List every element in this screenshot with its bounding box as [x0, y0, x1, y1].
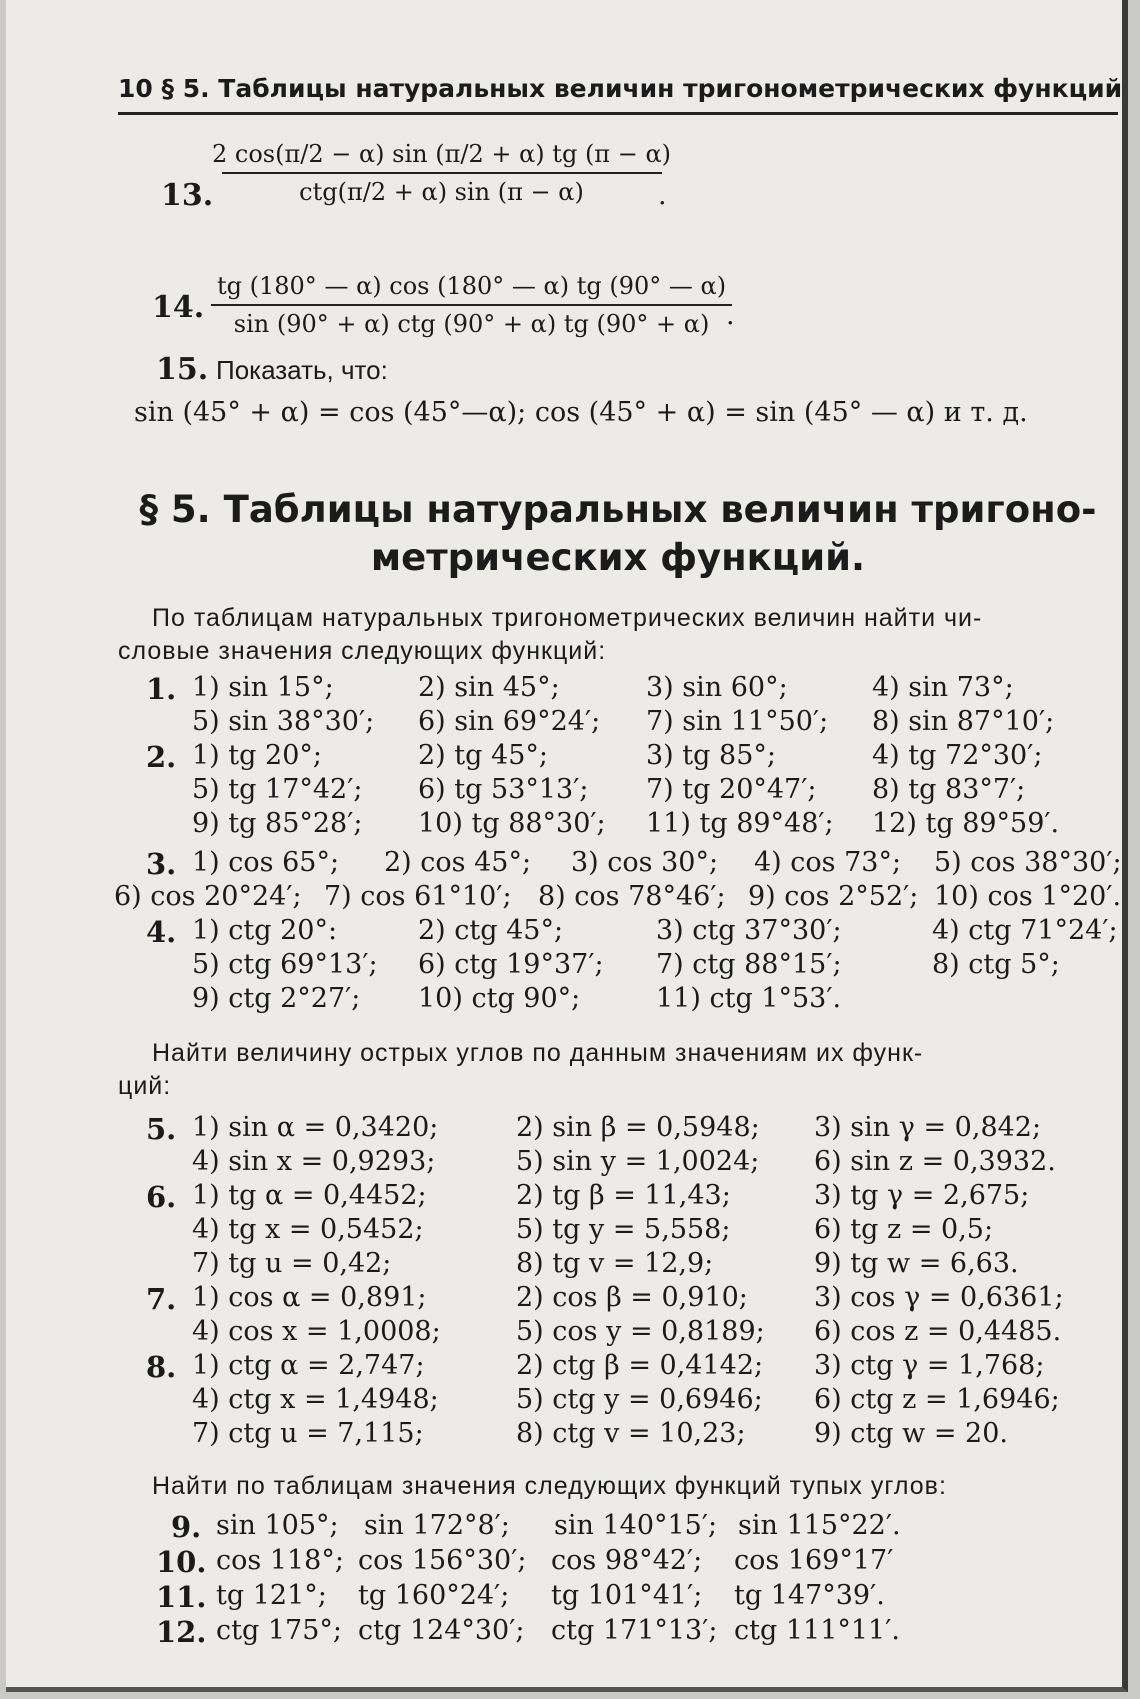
- rows5-row: [6, 1112, 1116, 1146]
- rows5-item: 2) cos β = 0,910;: [516, 1282, 748, 1313]
- rows1-item: 7) tg 20°47′;: [646, 774, 817, 805]
- rows1-row: [6, 672, 1116, 706]
- rows4-item: 7) ctg 88°15′;: [656, 949, 842, 980]
- problem-3-item: 5) cos 38°30′;: [934, 847, 1122, 878]
- rows4-row: [6, 915, 1116, 949]
- running-header: 10 § 5. Таблицы натуральных величин тригонометрических функций: [118, 74, 1123, 103]
- rows9-row: [6, 1615, 1116, 1649]
- rows5-item: 9) tg w = 6,63.: [814, 1248, 1019, 1279]
- rows5-item: 3) sin γ = 0,842;: [814, 1112, 1042, 1143]
- fraction-bar: [211, 304, 732, 306]
- rows5-item: 1) ctg α = 2,747;: [192, 1350, 425, 1381]
- problem-15-number: 15.: [156, 352, 209, 387]
- section-title-line2: метрических функций.: [370, 536, 866, 579]
- problem-15-identity: sin (45° + α) = cos (45°—α); cos (45° + α) = sin (45° — α) и т. д.: [134, 397, 1028, 428]
- rows9-problem-number: 11.: [156, 1580, 207, 1614]
- rows5-row: [6, 1384, 1116, 1418]
- problem-3-item: 6) cos 20°24′;: [114, 881, 302, 912]
- problem-13-denominator: ctg(π/2 + α) sin (π − α): [299, 178, 584, 206]
- rows5-row: [6, 1418, 1116, 1452]
- rows5-item: 6) cos z = 0,4485.: [814, 1316, 1062, 1347]
- rows1-row: [6, 740, 1116, 774]
- problem-13-number: 13.: [161, 178, 214, 213]
- rows1-item: 10) tg 88°30′;: [418, 808, 606, 839]
- rows5-item: 1) tg α = 0,4452;: [192, 1180, 427, 1211]
- rows1-item: 6) sin 69°24′;: [418, 706, 601, 737]
- rows1-item: 8) sin 87°10′;: [872, 706, 1055, 737]
- rows5-item: 4) sin x = 0,9293;: [192, 1146, 436, 1177]
- rows9-item: tg 147°39′.: [734, 1580, 885, 1611]
- problem-14-period: .: [726, 300, 735, 331]
- rows5-item: 8) ctg v = 10,23;: [516, 1418, 746, 1449]
- fraction-bar: [222, 172, 662, 174]
- rows1-item: 8) tg 83°7′;: [872, 774, 1026, 805]
- rows3-row: [6, 847, 1122, 881]
- problem-14-fraction: [211, 272, 732, 338]
- rows5-problem-number: 8.: [146, 1350, 177, 1384]
- rows5-item: 3) cos γ = 0,6361;: [814, 1282, 1064, 1313]
- rows9-item: ctg 111°11′.: [734, 1615, 900, 1646]
- rows1-problem-number: 2.: [146, 740, 177, 774]
- problem-14-number: 14.: [152, 290, 205, 325]
- problem-3-item: 10) cos 1°20′.: [934, 881, 1122, 912]
- rows5-item: 1) cos α = 0,891;: [192, 1282, 427, 1313]
- rows5-item: 4) ctg x = 1,4948;: [192, 1384, 439, 1415]
- rows4-item: 10) ctg 90°;: [418, 983, 581, 1014]
- rows4-item: 1) ctg 20°:: [192, 915, 338, 946]
- rows5-item: 9) ctg w = 20.: [814, 1418, 1008, 1449]
- rows5-item: 2) ctg β = 0,4142;: [516, 1350, 764, 1381]
- rows5-row: [6, 1350, 1116, 1384]
- rows9-item: tg 121°;: [216, 1580, 327, 1611]
- rows9-item: tg 101°41′;: [551, 1580, 703, 1611]
- rows5-item: 7) ctg u = 7,115;: [192, 1418, 424, 1449]
- rows5-item: 7) tg u = 0,42;: [192, 1248, 392, 1279]
- section-title-line1: § 5. Таблицы натуральных величин тригоно-: [139, 488, 1097, 531]
- rows4-problem-number: 4.: [146, 915, 177, 949]
- problem-13-period: .: [658, 180, 667, 211]
- problem-3-item: 1) cos 65°;: [192, 847, 340, 878]
- rows5-item: 6) ctg z = 1,6946;: [814, 1384, 1060, 1415]
- rows9-item: ctg 124°30′;: [358, 1615, 525, 1646]
- rows5-row: [6, 1282, 1116, 1316]
- rows4-item: 4) ctg 71°24′;: [932, 915, 1118, 946]
- rows4-item: 2) ctg 45°;: [418, 915, 564, 946]
- rows1-item: 2) sin 45°;: [418, 672, 560, 703]
- rows4-item: 8) ctg 5°;: [932, 949, 1060, 980]
- problem-3-item: 8) cos 78°46′;: [538, 881, 726, 912]
- rows5-item: 6) tg z = 0,5;: [814, 1214, 994, 1245]
- rows1-item: 1) tg 20°;: [192, 740, 322, 771]
- rows5-item: 5) cos y = 0,8189;: [516, 1316, 765, 1347]
- rows5-item: 6) sin z = 0,3932.: [814, 1146, 1056, 1177]
- rows9-row: [6, 1580, 1116, 1614]
- rows4-item: 6) ctg 19°37′;: [418, 949, 604, 980]
- header-rule: [118, 112, 1118, 115]
- rows9-item: ctg 171°13′;: [551, 1615, 718, 1646]
- rows5-item: 3) tg γ = 2,675;: [814, 1180, 1030, 1211]
- rows1-item: 4) tg 72°30′;: [872, 740, 1043, 771]
- rows5-row: [6, 1180, 1116, 1214]
- rows9-item: cos 156°30′;: [358, 1545, 527, 1576]
- rows5-problem-number: 5.: [146, 1112, 177, 1146]
- rows9-item: cos 118°;: [216, 1545, 344, 1576]
- rows4-item: 9) ctg 2°27′;: [192, 983, 361, 1014]
- intro-1-line1: По таблицам натуральных тригонометрических величин найти чи-: [152, 604, 983, 632]
- rows1-item: 7) sin 11°50′;: [646, 706, 829, 737]
- rows5-problem-number: 7.: [146, 1282, 177, 1316]
- rows9-problem-number: 9.: [171, 1510, 202, 1544]
- rows4-item: 3) ctg 37°30′;: [656, 915, 842, 946]
- rows9-item: tg 160°24′;: [358, 1580, 510, 1611]
- rows1-problem-number: 1.: [146, 672, 177, 706]
- rows1-item: 6) tg 53°13′;: [418, 774, 589, 805]
- rows5-item: 2) tg β = 11,43;: [516, 1180, 731, 1211]
- rows1-row: [6, 706, 1116, 740]
- intro-2-line1: Найти величину острых углов по данным значениям их функ-: [152, 1039, 924, 1067]
- rows1-row: [6, 774, 1116, 808]
- rows9-row: [6, 1545, 1116, 1579]
- rows9-item: cos 169°17′: [734, 1545, 894, 1576]
- intro-3: Найти по таблицам значения следующих функций тупых углов:: [152, 1472, 947, 1500]
- rows9-item: cos 98°42′;: [551, 1545, 703, 1576]
- rows1-item: 5) sin 38°30′;: [192, 706, 375, 737]
- rows4-row: [6, 949, 1116, 983]
- rows5-item: 4) tg x = 0,5452;: [192, 1214, 424, 1245]
- rows4-row: [6, 983, 1116, 1017]
- rows9-item: sin 115°22′.: [738, 1510, 901, 1541]
- intro-1-line2: словые значения следующих функций:: [118, 637, 607, 665]
- problem-3-number: 3.: [146, 847, 177, 881]
- problem-3-item: 4) cos 73°;: [754, 847, 902, 878]
- problem-3-item: 2) cos 45°;: [384, 847, 532, 878]
- rows9-item: ctg 175°;: [216, 1615, 342, 1646]
- rows1-item: 2) tg 45°;: [418, 740, 548, 771]
- rows5-item: 8) tg v = 12,9;: [516, 1248, 714, 1279]
- problem-3-item: 9) cos 2°52′;: [748, 881, 919, 912]
- rows1-item: 4) sin 73°;: [872, 672, 1014, 703]
- rows5-row: [6, 1316, 1116, 1350]
- problem-3-item: 7) cos 61°10′;: [324, 881, 512, 912]
- rows9-item: sin 105°;: [216, 1510, 339, 1541]
- rows1-item: 11) tg 89°48′;: [646, 808, 834, 839]
- rows1-item: 3) sin 60°;: [646, 672, 788, 703]
- rows5-item: 5) ctg y = 0,6946;: [516, 1384, 763, 1415]
- rows5-item: 1) sin α = 0,3420;: [192, 1112, 439, 1143]
- rows5-row: [6, 1146, 1116, 1180]
- rows4-item: 11) ctg 1°53′.: [656, 983, 842, 1014]
- rows4-item: 5) ctg 69°13′;: [192, 949, 378, 980]
- problem-13-fraction: [206, 140, 677, 206]
- rows9-item: sin 172°8′;: [364, 1510, 510, 1541]
- problem-3-item: 3) cos 30°;: [571, 847, 719, 878]
- rows5-row: [6, 1248, 1116, 1282]
- rows1-item: 12) tg 89°59′.: [872, 808, 1060, 839]
- intro-2-line2: ций:: [118, 1072, 172, 1100]
- rows5-item: 5) sin y = 1,0024;: [516, 1146, 760, 1177]
- rows1-item: 1) sin 15°;: [192, 672, 334, 703]
- problem-15-text: Показать, что:: [216, 355, 388, 385]
- rows1-item: 5) tg 17°42′;: [192, 774, 363, 805]
- rows5-problem-number: 6.: [146, 1180, 177, 1214]
- rows1-item: 9) tg 85°28′;: [192, 808, 363, 839]
- rows9-problem-number: 10.: [156, 1545, 207, 1579]
- rows9-problem-number: 12.: [156, 1615, 207, 1649]
- rows5-item: 3) ctg γ = 1,768;: [814, 1350, 1045, 1381]
- rows9-row: [6, 1510, 1116, 1544]
- problem-14-denominator: sin (90° + α) ctg (90° + α) tg (90° + α): [233, 310, 710, 338]
- problem-13-numerator: 2 cos(π/2 − α) sin (π/2 + α) tg (π − α): [212, 140, 672, 168]
- rows1-row: [6, 808, 1116, 842]
- rows3-row: [6, 881, 1122, 915]
- problem-14-numerator: tg (180° — α) cos (180° — α) tg (90° — α): [217, 272, 727, 300]
- rows5-row: [6, 1214, 1116, 1248]
- rows5-item: 2) sin β = 0,5948;: [516, 1112, 760, 1143]
- rows5-item: 4) cos x = 1,0008;: [192, 1316, 441, 1347]
- rows9-item: sin 140°15′;: [554, 1510, 718, 1541]
- rows1-item: 3) tg 85°;: [646, 740, 776, 771]
- rows5-item: 5) tg y = 5,558;: [516, 1214, 731, 1245]
- page: [6, 0, 1128, 1692]
